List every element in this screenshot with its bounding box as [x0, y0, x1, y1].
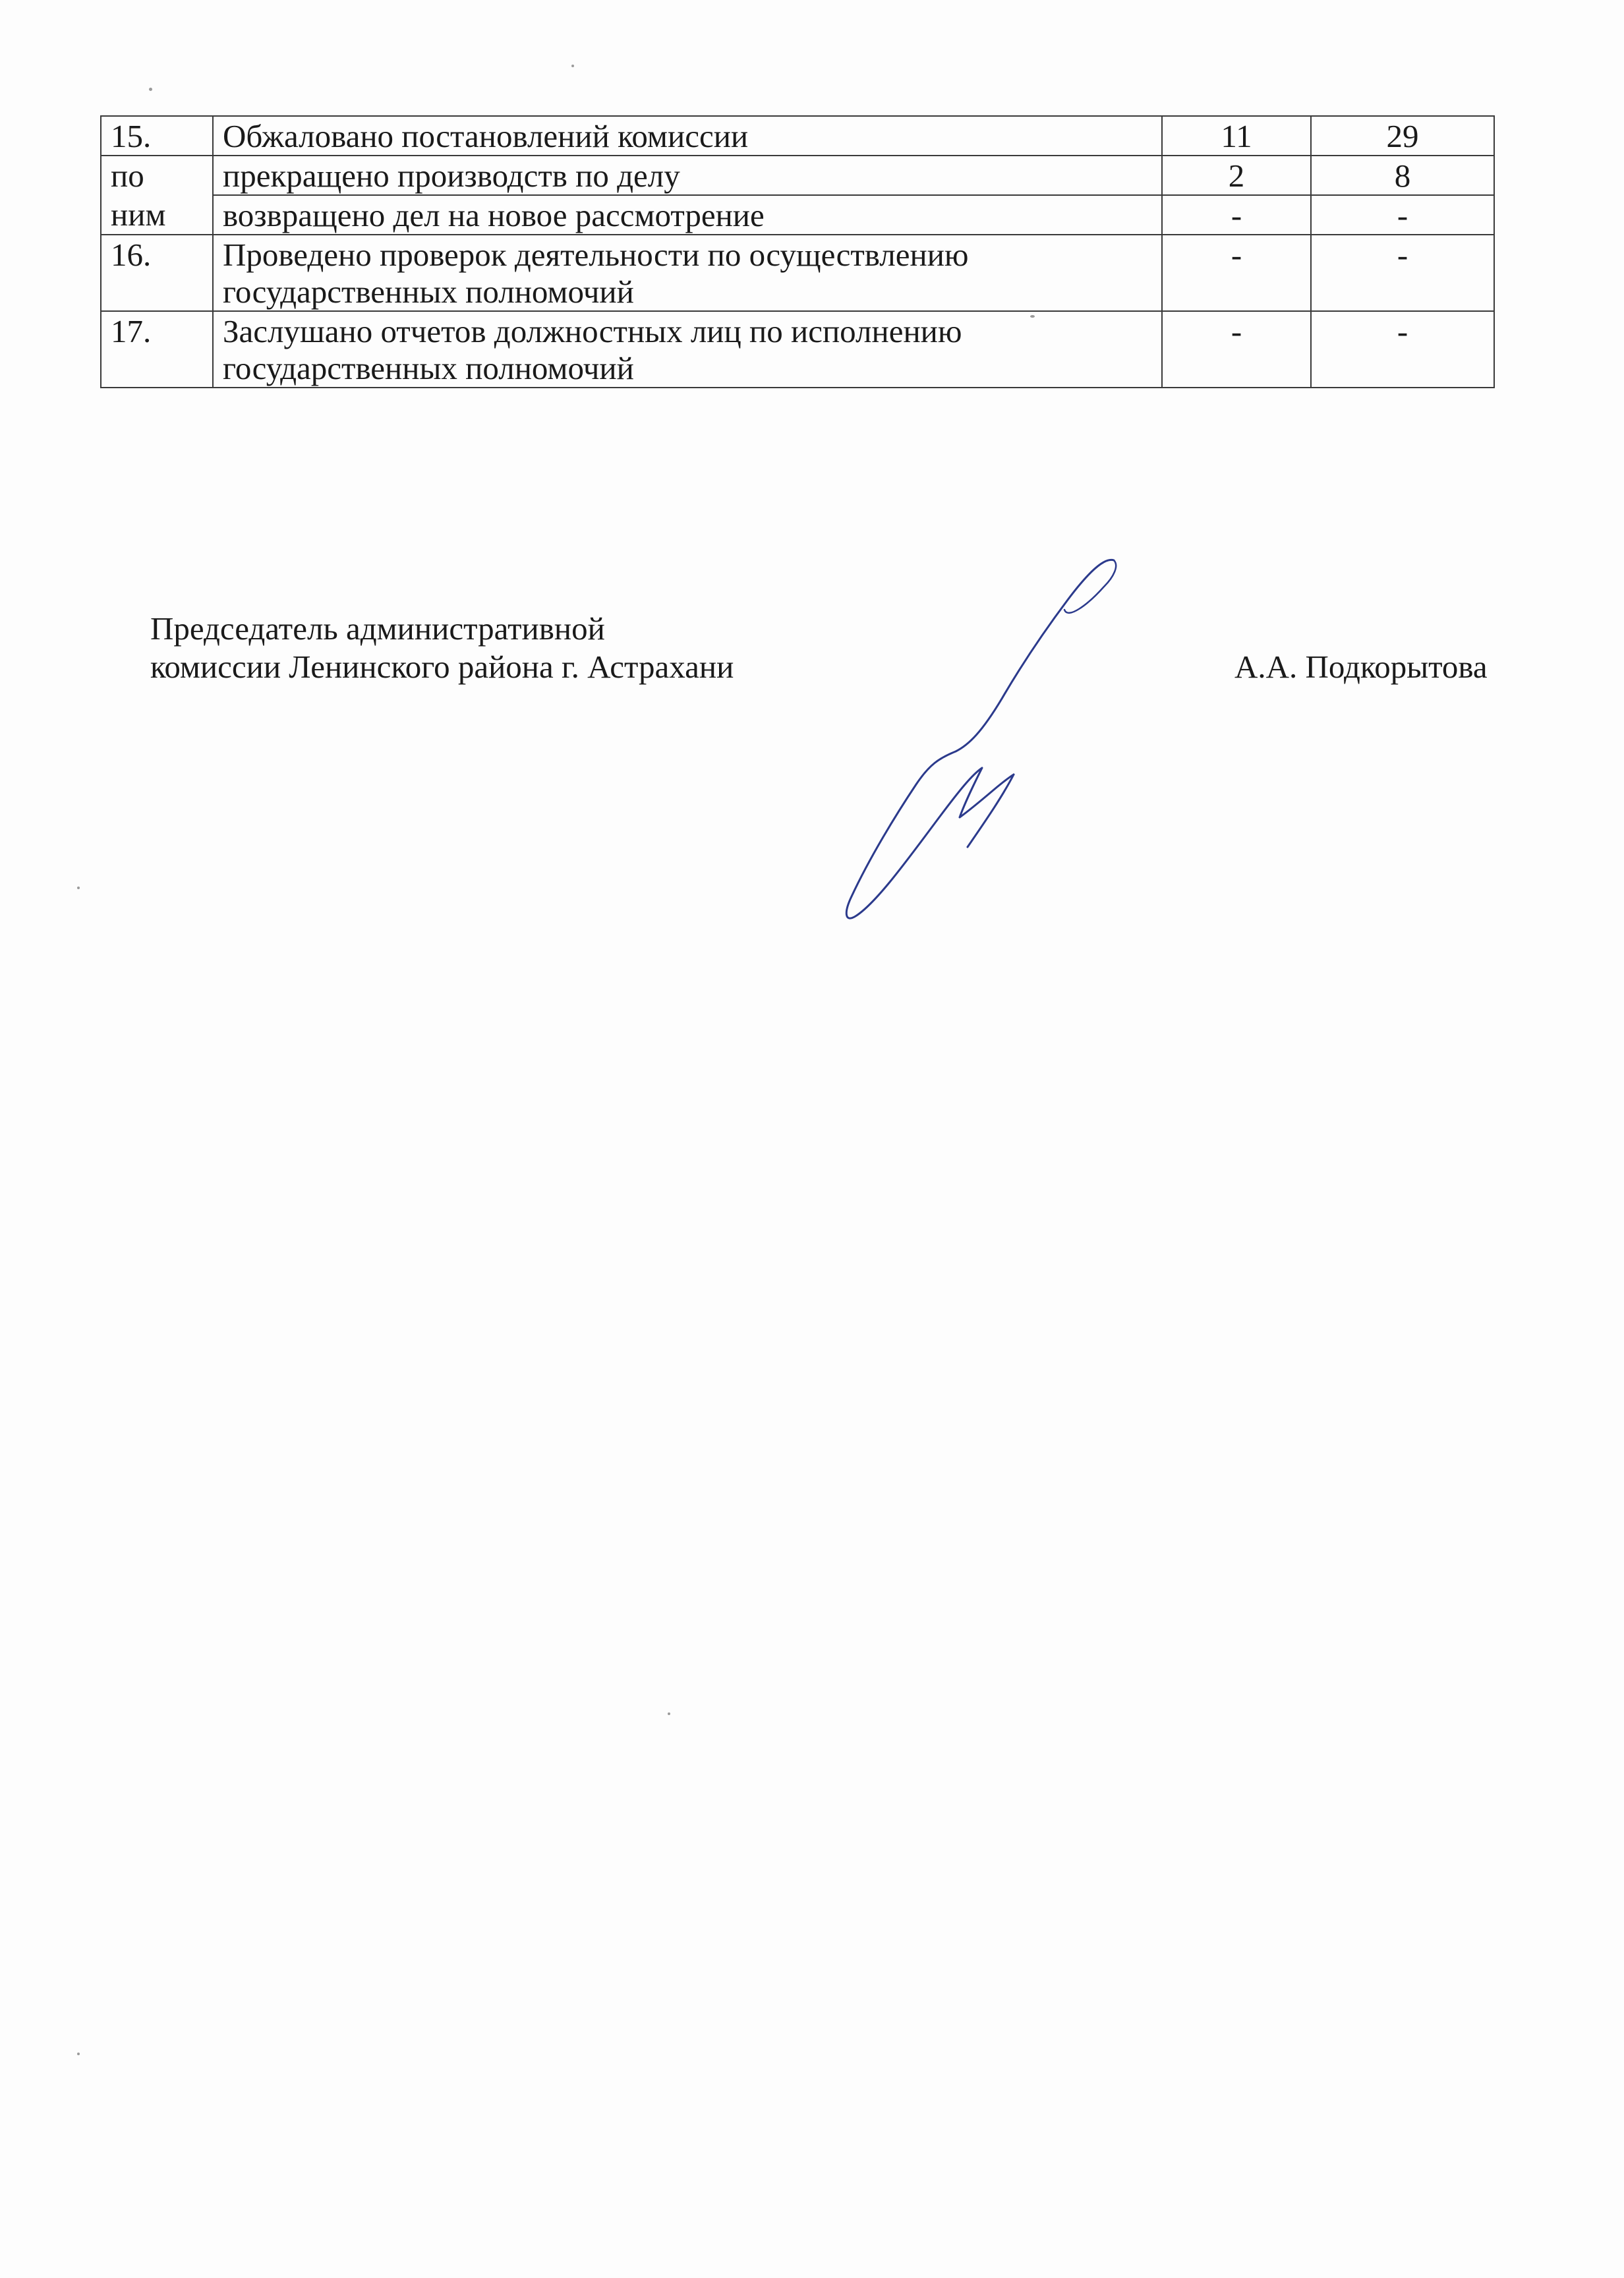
row-value-1: 2 — [1162, 156, 1311, 195]
scan-speck — [1030, 315, 1035, 318]
row-number: 17. — [101, 311, 213, 388]
row-number: ним — [101, 195, 213, 235]
table-row — [101, 311, 1494, 388]
row-value-2: - — [1311, 195, 1494, 235]
row-label: возвращено дел на новое рассмотрение — [213, 195, 1162, 235]
row-label: Обжаловано постановлений комиссии — [213, 116, 1162, 156]
row-label-line-1: Проведено проверок деятельности по осуществлению — [223, 237, 969, 273]
row-value-1: - — [1162, 311, 1311, 388]
scan-speck — [77, 887, 80, 889]
row-value-2: 8 — [1311, 156, 1494, 195]
report-table — [100, 115, 1495, 388]
signature-stroke — [1064, 560, 1116, 613]
signatory-name: А.А. Подкорытова — [1234, 649, 1488, 685]
table-row — [101, 116, 1494, 156]
row-number: по — [101, 156, 213, 195]
row-number: 15. — [101, 116, 213, 156]
scan-speck — [77, 2053, 80, 2055]
scan-speck — [571, 65, 574, 67]
row-value-2: 29 — [1311, 116, 1494, 156]
row-value-2: - — [1311, 235, 1494, 311]
row-number: 16. — [101, 235, 213, 311]
row-value-2: - — [1311, 311, 1494, 388]
signatory-title-line-2: комиссии Ленинского района г. Астрахани — [150, 649, 734, 685]
row-label — [213, 235, 1162, 311]
row-label-line-2: государственных полномочий — [223, 350, 634, 386]
table-row — [101, 195, 1494, 235]
scan-speck — [149, 88, 152, 91]
row-value-1: - — [1162, 235, 1311, 311]
signatory-title — [150, 610, 734, 686]
signatory-title-line-1: Председатель административной — [150, 610, 605, 647]
table-row — [101, 235, 1494, 311]
table-row — [101, 156, 1494, 195]
row-label — [213, 311, 1162, 388]
row-label: прекращено производств по делу — [213, 156, 1162, 195]
row-value-1: 11 — [1162, 116, 1311, 156]
row-label-line-1: Заслушано отчетов должностных лиц по исполнению — [223, 313, 962, 349]
signature-stroke — [846, 560, 1114, 918]
row-value-1: - — [1162, 195, 1311, 235]
scan-speck — [668, 1712, 670, 1715]
row-label-line-2: государственных полномочий — [223, 274, 634, 310]
handwritten-signature — [804, 547, 1147, 929]
